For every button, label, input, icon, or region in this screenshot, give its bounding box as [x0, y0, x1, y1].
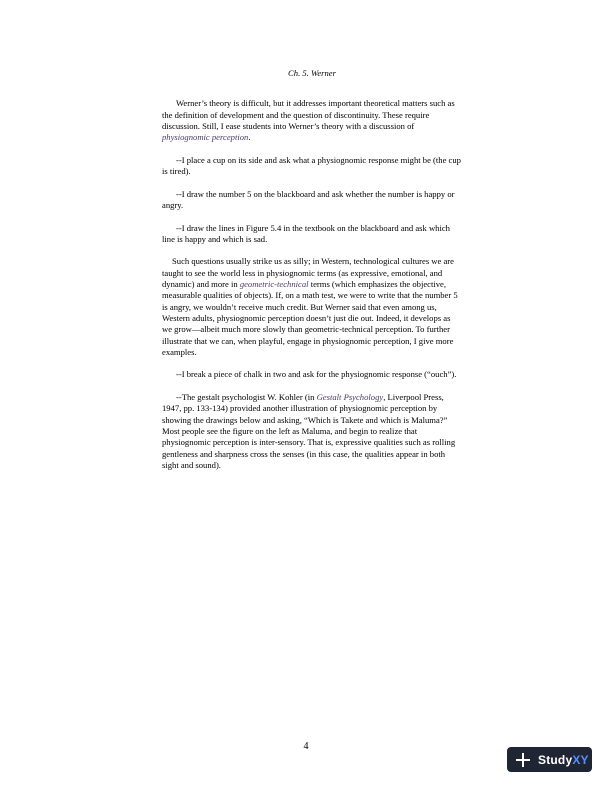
paragraph-western-start: Such questions usually strike us as silly; in Western, technological cultures we are taught to see the world less in physiognomic terms (as expressive, emotional, and dynamic) and more in [162, 256, 454, 290]
paragraph-number-example: --I draw the number 5 on the blackboard and ask whether the number is happy or angry. [162, 188, 455, 210]
paragraph-kohler-start: --The gestalt psychologist W. Kohler (in [176, 392, 317, 403]
paragraph-chalk-example: --I break a piece of chalk in two and ask for the physiognomic response (“ouch”). [176, 369, 457, 380]
paragraph-cup-example: --I place a cup on its side and ask what a physiognomic response might be (the cup is tired). [162, 154, 461, 177]
paragraph-lines-example: --I draw the lines in Figure 5.4 in the textbook on the blackboard and ask which line is happy and which is sad. [162, 222, 450, 244]
term-physiognomic-perception: physiognomic perception [162, 132, 249, 143]
page-number: 4 [303, 741, 309, 752]
plus-icon [515, 752, 531, 768]
badge-brand-accent: XY [572, 752, 589, 767]
term-geometric-technical: geometric-technical [239, 279, 309, 290]
badge-brand-main: Study [538, 752, 573, 767]
document-page [162, 68, 462, 482]
paragraph-intro-text: Werner’s theory is difficult, but it addresses important theoretical matters such as the definition of development and the question of discontinuity. These require discussion. Still, I ease students into Werner’s theory with a discussion of [162, 98, 455, 131]
book-title-gestalt-psychology: Gestalt Psychology [316, 392, 384, 403]
paragraph-western-cultures [162, 256, 462, 358]
paragraph-kohler [162, 392, 462, 471]
studyxy-badge[interactable] [507, 747, 592, 772]
paragraph-western-end: terms (which emphasizes the objective, measurable qualities of objects). If, on a math test, we were to write that the number 5 is angry, we wouldn’t receive much credit. But Werner said that even among us, Western adults, physiognomic perception doesn’t just die out. Indeed, it develops as we grow—albeit much more slowly than geometric-technical perception. To further illustrate that we can, when playful, engage in physiognomic perception, I give more examples. [162, 279, 458, 357]
chapter-title: Ch. 5. Werner [288, 68, 336, 78]
paragraph-kohler-end: , Liverpool Press, 1947, pp. 133-134) provided another illustration of physiognomic perception by showing the drawings below and asking, “Which is Takete and which is Maluma?” Most people see the figure on the left as Maluma, and begin to realize that physiognomic perception is inter-sensory. That is, expressive qualities such as rolling gentleness and sharpness cross the senses (in this case, the qualities appear in both sight and sound). [162, 392, 456, 470]
paragraph-intro-end: . [248, 132, 251, 143]
paragraph-intro [162, 98, 462, 143]
badge-brand [538, 753, 589, 767]
